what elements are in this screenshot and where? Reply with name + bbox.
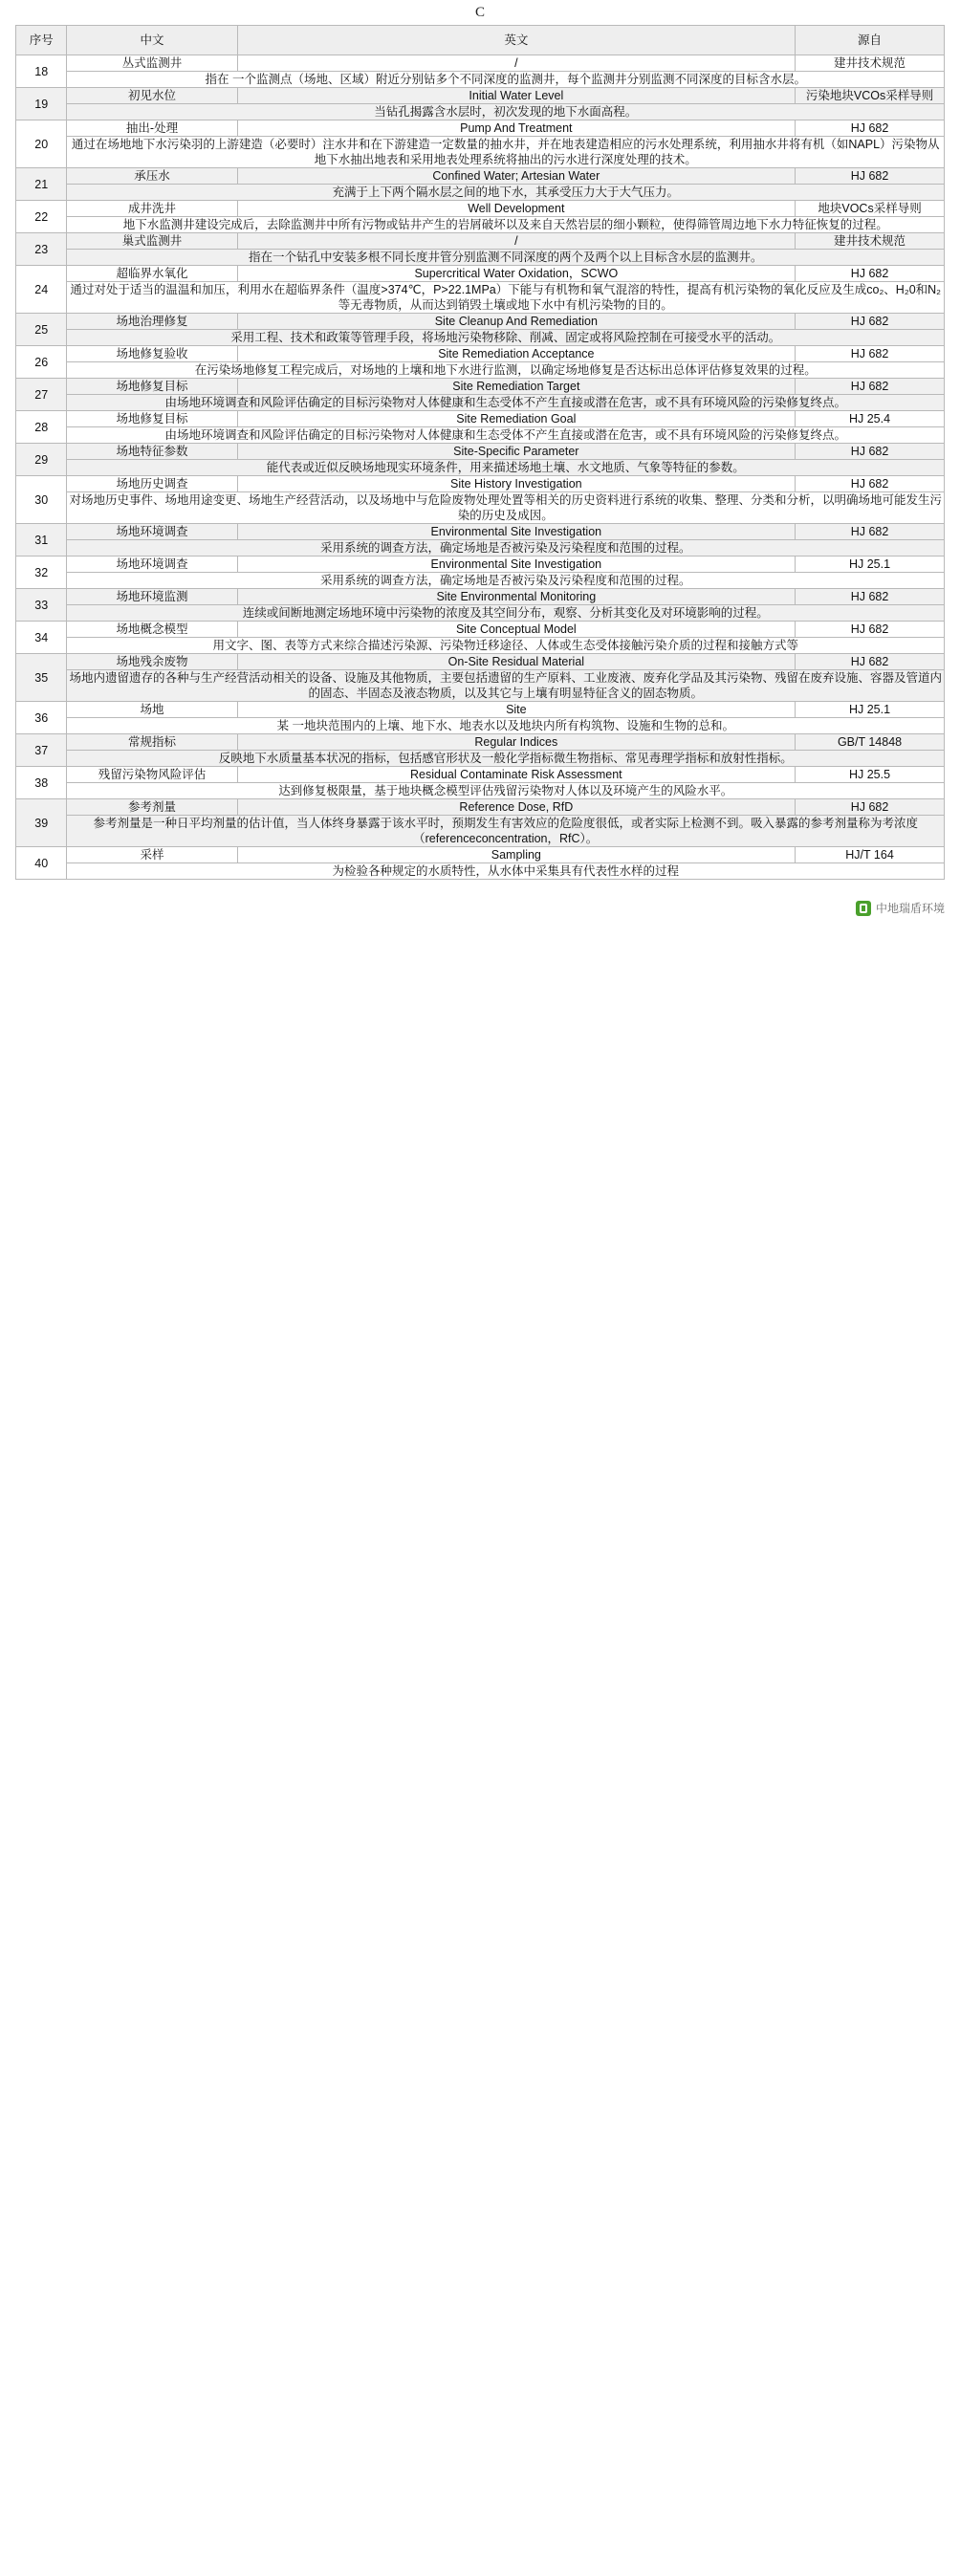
cell-english-term: On-Site Residual Material (237, 654, 795, 670)
cell-chinese-term: 场地环境调查 (67, 524, 237, 540)
column-header-chinese: 中文 (67, 26, 237, 55)
cell-english-term: Well Development (237, 201, 795, 217)
cell-index: 39 (16, 799, 67, 847)
watermark-label: 中地瑞盾环境 (875, 902, 945, 915)
cell-source: 建井技术规范 (796, 233, 945, 250)
cell-source: HJ 25.1 (796, 702, 945, 718)
cell-chinese-term: 初见水位 (67, 88, 237, 104)
table-row (16, 734, 945, 751)
cell-index: 24 (16, 266, 67, 314)
cell-source: 地块VOCs采样导则 (796, 201, 945, 217)
table-row-definition (16, 816, 945, 847)
cell-english-term: Environmental Site Investigation (237, 524, 795, 540)
table-row (16, 201, 945, 217)
table-row (16, 476, 945, 492)
cell-chinese-term: 抽出-处理 (67, 120, 237, 137)
cell-chinese-term: 场地修复目标 (67, 411, 237, 427)
cell-definition: 采用系统的调查方法，确定场地是否被污染及污染程度和范围的过程。 (67, 540, 945, 557)
cell-english-term: Site-Specific Parameter (237, 444, 795, 460)
cell-index: 33 (16, 589, 67, 622)
table-row-definition (16, 605, 945, 622)
cell-index: 25 (16, 314, 67, 346)
cell-english-term: Reference Dose, RfD (237, 799, 795, 816)
column-header-english: 英文 (237, 26, 795, 55)
cell-index: 20 (16, 120, 67, 168)
cell-definition: 地下水监测井建设完成后，去除监测井中所有污物或钻井产生的岩屑破坏以及来自天然岩层的细小颗粒，使得筛管周边地下水力特征恢复的过程。 (67, 217, 945, 233)
cell-chinese-term: 场地环境调查 (67, 557, 237, 573)
glossary-table (15, 25, 945, 880)
cell-chinese-term: 残留污染物风险评估 (67, 767, 237, 783)
table-row-definition (16, 492, 945, 524)
table-row (16, 88, 945, 104)
cell-definition: 充满于上下两个隔水层之间的地下水，其承受压力大于大气压力。 (67, 185, 945, 201)
table-row-definition (16, 460, 945, 476)
cell-chinese-term: 常规指标 (67, 734, 237, 751)
table-row (16, 233, 945, 250)
table-row-definition (16, 330, 945, 346)
cell-index: 21 (16, 168, 67, 201)
cell-chinese-term: 场地修复验收 (67, 346, 237, 362)
cell-index: 38 (16, 767, 67, 799)
cell-definition: 用文字、图、表等方式来综合描述污染源、污染物迁移途径、人体或生态受体接触污染介质的过程和接触方式等 (67, 638, 945, 654)
cell-definition: 场地内遗留遗存的各种与生产经营活动相关的设备、设施及其他物质，主要包括遗留的生产原料、工业废液、废弃化学品及其污染物、残留在废弃设施、容器及管道内的固态、半固态及液态物质，以及其它与上壤有明显特征含义的固态物质。 (67, 670, 945, 702)
cell-english-term: Site Remediation Target (237, 379, 795, 395)
cell-definition: 在污染场地修复工程完成后，对场地的上壤和地下水进行监测，以确定场地修复是否达标出总体评估修复效果的过程。 (67, 362, 945, 379)
page-footer (15, 885, 945, 918)
cell-source: HJ 25.1 (796, 557, 945, 573)
cell-chinese-term: 采样 (67, 847, 237, 863)
glossary-body (16, 55, 945, 880)
table-row (16, 654, 945, 670)
table-row-definition (16, 104, 945, 120)
cell-english-term: Site Environmental Monitoring (237, 589, 795, 605)
cell-definition: 由场地环境调查和风险评估确定的目标污染物对人体健康和生态受体不产生直接或潜在危害，或不具有环境风险的污染修复终点。 (67, 395, 945, 411)
cell-english-term: Confined Water; Artesian Water (237, 168, 795, 185)
table-row-definition (16, 362, 945, 379)
watermark (856, 900, 945, 916)
cell-chinese-term: 场地历史调查 (67, 476, 237, 492)
table-row (16, 411, 945, 427)
cell-chinese-term: 场地环境监测 (67, 589, 237, 605)
cell-english-term: Site Remediation Goal (237, 411, 795, 427)
cell-source: HJ 682 (796, 314, 945, 330)
table-row-definition (16, 863, 945, 880)
cell-english-term: Site (237, 702, 795, 718)
cell-chinese-term: 承压水 (67, 168, 237, 185)
table-row (16, 589, 945, 605)
cell-index: 40 (16, 847, 67, 880)
cell-index: 34 (16, 622, 67, 654)
table-row-definition (16, 217, 945, 233)
cell-definition: 达到修复极限量，基于地块概念模型评估残留污染物对人体以及环境产生的风险水平。 (67, 783, 945, 799)
table-row (16, 557, 945, 573)
cell-index: 18 (16, 55, 67, 88)
cell-definition: 对场地历史事件、场地用途变更、场地生产经营活动，以及场地中与危险废物处理处置等相关的历史资料进行系统的收集、整理、分类和分析，以明确场地可能发生污染的历史及成因。 (67, 492, 945, 524)
table-row (16, 847, 945, 863)
cell-source: HJ 682 (796, 589, 945, 605)
table-row (16, 799, 945, 816)
cell-source: 污染地块VCOs采样导则 (796, 88, 945, 104)
table-row (16, 524, 945, 540)
cell-definition: 采用系统的调查方法，确定场地是否被污染及污染程度和范围的过程。 (67, 573, 945, 589)
cell-definition: 反映地下水质量基本状况的指标，包括感官形状及一般化学指标微生物指标、常见毒理学指标和放射性指标。 (67, 751, 945, 767)
table-row-definition (16, 282, 945, 314)
cell-index: 27 (16, 379, 67, 411)
cell-index: 31 (16, 524, 67, 557)
cell-english-term: Supercritical Water Oxidation，SCWO (237, 266, 795, 282)
cell-source: HJ 682 (796, 168, 945, 185)
table-row (16, 767, 945, 783)
cell-index: 37 (16, 734, 67, 767)
cell-definition: 能代表或近似反映场地现实环境条件，用来描述场地土壤、水文地质、气象等特征的参数。 (67, 460, 945, 476)
cell-chinese-term: 场地 (67, 702, 237, 718)
table-row (16, 168, 945, 185)
cell-english-term: Residual Contaminate Risk Assessment (237, 767, 795, 783)
cell-definition: 通过对处于适当的温温和加压，利用水在超临界条件（温度>374℃，P>22.1MPa）下能与有机物和氧气混溶的特性，提高有机污染物的氧化反应及生成co₂、H₂0和N₂等无毒物质，从而达到销毁土壤或地下水中有机污染物的目的。 (67, 282, 945, 314)
cell-chinese-term: 超临界水氧化 (67, 266, 237, 282)
cell-definition: 当钻孔揭露含水层时，初次发现的地下水面高程。 (67, 104, 945, 120)
table-row-definition (16, 670, 945, 702)
table-row-definition (16, 540, 945, 557)
cell-source: HJ 25.5 (796, 767, 945, 783)
cell-source: HJ 682 (796, 654, 945, 670)
cell-source: HJ 682 (796, 379, 945, 395)
table-row (16, 266, 945, 282)
table-row-definition (16, 573, 945, 589)
table-row-definition (16, 751, 945, 767)
cell-english-term: Site Cleanup And Remediation (237, 314, 795, 330)
cell-english-term: / (237, 233, 795, 250)
table-row (16, 444, 945, 460)
cell-definition: 指在 一个监测点（场地、区域）附近分别钻多个不同深度的监测井，每个监测井分别监测不同深度的目标含水层。 (67, 72, 945, 88)
cell-index: 28 (16, 411, 67, 444)
table-row-definition (16, 137, 945, 168)
cell-index: 35 (16, 654, 67, 702)
cell-english-term: Environmental Site Investigation (237, 557, 795, 573)
cell-english-term: Regular Indices (237, 734, 795, 751)
table-row-definition (16, 638, 945, 654)
cell-chinese-term: 场地治理修复 (67, 314, 237, 330)
cell-english-term: Sampling (237, 847, 795, 863)
column-header-index: 序号 (16, 26, 67, 55)
cell-chinese-term: 场地概念模型 (67, 622, 237, 638)
cell-definition: 为检验各种规定的水质特性，从水体中采集具有代表性水样的过程 (67, 863, 945, 880)
cell-definition: 采用工程、技术和政策等管理手段，将场地污染物移除、削减、固定或将风险控制在可接受水平的活动。 (67, 330, 945, 346)
table-row-definition (16, 783, 945, 799)
cell-chinese-term: 成井洗井 (67, 201, 237, 217)
leaf-icon (856, 901, 871, 916)
table-row-definition (16, 185, 945, 201)
cell-definition: 指在一个钻孔中安装多根不同长度井管分别监测不同深度的两个及两个以上目标含水层的监测井。 (67, 250, 945, 266)
cell-source: HJ 682 (796, 444, 945, 460)
cell-source: HJ 682 (796, 524, 945, 540)
cell-index: 22 (16, 201, 67, 233)
cell-chinese-term: 巢式监测井 (67, 233, 237, 250)
cell-source: HJ 682 (796, 622, 945, 638)
cell-index: 36 (16, 702, 67, 734)
page-letter: C (474, 5, 485, 20)
cell-chinese-term: 场地特征参数 (67, 444, 237, 460)
cell-english-term: Site History Investigation (237, 476, 795, 492)
cell-index: 26 (16, 346, 67, 379)
table-row-definition (16, 72, 945, 88)
cell-definition: 某 一地块范围内的上壤、地下水、地表水以及地块内所有构筑物、设施和生物的总和。 (67, 718, 945, 734)
table-row (16, 702, 945, 718)
cell-english-term: / (237, 55, 795, 72)
cell-source: HJ/T 164 (796, 847, 945, 863)
cell-definition: 连续或间断地测定场地环境中污染物的浓度及其空间分布，观察、分析其变化及对环境影响的过程。 (67, 605, 945, 622)
cell-english-term: Site Conceptual Model (237, 622, 795, 638)
cell-source: HJ 682 (796, 120, 945, 137)
table-row-definition (16, 395, 945, 411)
cell-index: 32 (16, 557, 67, 589)
table-header-row (16, 26, 945, 55)
cell-source: GB/T 14848 (796, 734, 945, 751)
cell-index: 30 (16, 476, 67, 524)
cell-index: 29 (16, 444, 67, 476)
cell-source: HJ 682 (796, 799, 945, 816)
table-row-definition (16, 427, 945, 444)
cell-index: 23 (16, 233, 67, 266)
table-row-definition (16, 250, 945, 266)
table-row (16, 314, 945, 330)
cell-chinese-term: 场地残余废物 (67, 654, 237, 670)
cell-source: HJ 25.4 (796, 411, 945, 427)
cell-english-term: Initial Water Level (237, 88, 795, 104)
column-header-source: 源自 (796, 26, 945, 55)
cell-source: 建井技术规范 (796, 55, 945, 72)
table-row (16, 622, 945, 638)
table-row (16, 55, 945, 72)
cell-definition: 通过在场地地下水污染羽的上游建造（必要时）注水井和在下游建造一定数量的抽水井，并在地表建造相应的污水处理系统，利用抽水井将有机（如NAPL）污染物从地下水抽出地表和采用地表处理系统将抽出的污水进行深度处理的技术。 (67, 137, 945, 168)
cell-chinese-term: 参考剂量 (67, 799, 237, 816)
cell-source: HJ 682 (796, 266, 945, 282)
table-row (16, 379, 945, 395)
cell-english-term: Site Remediation Acceptance (237, 346, 795, 362)
cell-chinese-term: 丛式监测井 (67, 55, 237, 72)
table-row-definition (16, 718, 945, 734)
cell-definition: 由场地环境调查和风险评估确定的目标污染物对人体健康和生态受体不产生直接或潜在危害，或不具有环境风险的污染修复终点。 (67, 427, 945, 444)
cell-source: HJ 682 (796, 346, 945, 362)
cell-index: 19 (16, 88, 67, 120)
cell-chinese-term: 场地修复目标 (67, 379, 237, 395)
cell-english-term: Pump And Treatment (237, 120, 795, 137)
table-row (16, 120, 945, 137)
cell-definition: 参考剂量是一种日平均剂量的估计值，当人体终身暴露于该水平时，预期发生有害效应的危险度很低，或者实际上检测不到。吸入暴露的参考剂量称为考浓度（referenceconcentration，RfC）。 (67, 816, 945, 847)
cell-source: HJ 682 (796, 476, 945, 492)
table-row (16, 346, 945, 362)
